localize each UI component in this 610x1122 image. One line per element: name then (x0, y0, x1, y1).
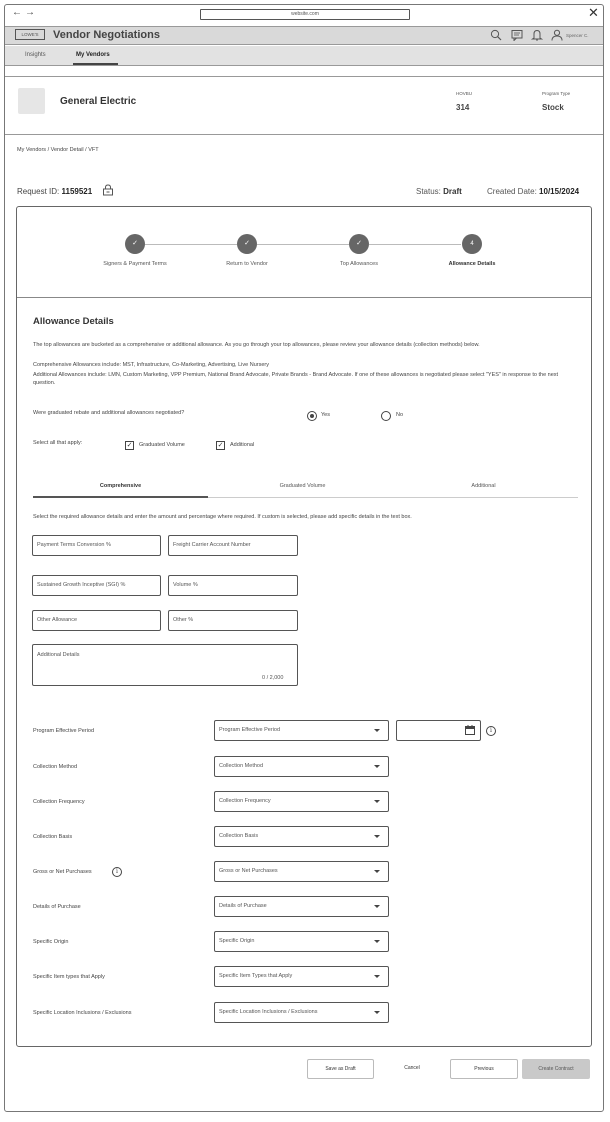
radio-yes-label: Yes (321, 412, 330, 418)
instructions: Select the required allowance details and enter the amount and percentage where required. If custom is selected, please add specific details in the text box. (33, 514, 412, 520)
select-value: Program Effective Period (219, 727, 281, 733)
select-value: Details of Purchase (219, 903, 267, 909)
status-label: Status: (416, 187, 441, 196)
select-specific-origin[interactable] (214, 931, 389, 952)
user-name[interactable]: Spencer C. (566, 33, 589, 38)
tab-insights[interactable]: Insights (25, 52, 46, 58)
other-percent-field[interactable]: Other % (168, 610, 298, 631)
step-3-complete-icon[interactable]: ✓ (349, 234, 369, 254)
additional-details-textarea[interactable] (32, 644, 298, 686)
row-label-collection-basis: Collection Basis (33, 834, 73, 840)
step-label-signers: Signers & Payment Terms (103, 261, 167, 267)
breadcrumb[interactable]: My Vendors / Vendor Detail / VFT (17, 147, 99, 153)
save-draft-button[interactable]: Save as Draft (307, 1059, 374, 1079)
select-collection-basis[interactable] (214, 826, 389, 847)
created-date-label: Created Date: (487, 187, 537, 196)
chevron-down-icon (374, 800, 380, 803)
section-title: Allowance Details (33, 316, 114, 327)
checkbox-graduated-volume-label: Graduated Volume (139, 442, 185, 448)
row-label-gross-or-net: Gross or Net Purchases (33, 869, 92, 875)
select-collection-frequency[interactable] (214, 791, 389, 812)
active-subtab-underline (33, 496, 208, 498)
character-count: 0 / 2,000 (262, 675, 284, 681)
create-contract-button[interactable]: Create Contract (522, 1059, 590, 1079)
row-label-specific-item-types: Specific Item types that Apply (33, 974, 105, 980)
select-value: Specific Item Types that Apply (219, 973, 293, 979)
logo: LOWE'S (15, 29, 45, 40)
select-all-label: Select all that apply: (33, 440, 83, 446)
select-value: Collection Frequency (219, 798, 271, 804)
row-label-details-of-purchase: Details of Purchase (33, 904, 81, 910)
select-details-of-purchase[interactable] (214, 896, 389, 917)
vendor-name: General Electric (60, 96, 137, 107)
active-tab-underline (73, 63, 118, 65)
lock-icon[interactable] (102, 184, 114, 196)
info-icon[interactable]: i (486, 726, 496, 736)
metric-value-hovbu: 314 (456, 103, 470, 112)
step-1-complete-icon[interactable]: ✓ (125, 234, 145, 254)
close-icon[interactable]: ✕ (588, 5, 599, 20)
select-value: Collection Basis (219, 833, 259, 839)
vendor-logo (18, 88, 45, 114)
url-bar[interactable]: website.com (200, 9, 410, 20)
select-program-effective-period[interactable] (214, 720, 389, 741)
chevron-down-icon (374, 835, 380, 838)
row-label-specific-origin: Specific Origin (33, 939, 69, 945)
row-label-specific-location: Specific Location Inclusions / Exclusions (33, 1010, 132, 1016)
step-label-return: Return to Vendor (226, 261, 268, 267)
select-value: Collection Method (219, 763, 264, 769)
metric-value-program-type: Stock (542, 103, 564, 112)
checkbox-additional-label: Additional (230, 442, 255, 448)
payment-terms-field[interactable]: Payment Terms Conversion % (32, 535, 161, 556)
created-date (487, 187, 579, 196)
additional-details-label: Additional Details (37, 652, 80, 658)
step-label-top-allowances: Top Allowances (340, 261, 378, 267)
request-status (416, 187, 462, 196)
row-label-program-effective-period: Program Effective Period (33, 728, 95, 734)
previous-button[interactable]: Previous (450, 1059, 518, 1079)
created-date-value: 10/15/2024 (539, 187, 580, 196)
info-icon[interactable]: i (112, 867, 122, 877)
sgi-field[interactable]: Sustained Growth Inceptive (SGI) % (32, 575, 161, 596)
tab-my-vendors[interactable]: My Vendors (76, 52, 110, 58)
step-2-complete-icon[interactable]: ✓ (237, 234, 257, 254)
subtab-graduated-volume[interactable]: Graduated Volume (279, 483, 326, 489)
chevron-down-icon (374, 765, 380, 768)
step-4-current[interactable]: 4 (462, 234, 482, 254)
select-value: Specific Location Inclusions / Exclusions (219, 1009, 318, 1015)
status-value: Draft (443, 187, 462, 196)
additional-note: Additional Allowances include: LMN, Custom Marketing, VPP Premium, National Brand Advocate, Private Brands - Brand Advocate. If one of these allowances is negotiated please select "YES" in response to the next question. (33, 372, 559, 386)
chevron-down-icon (374, 1011, 380, 1014)
search-icon[interactable] (490, 29, 502, 41)
browser-nav-arrows[interactable]: ←→ (12, 7, 38, 18)
cancel-button[interactable]: Cancel (404, 1065, 420, 1071)
row-label-collection-frequency: Collection Frequency (33, 799, 85, 805)
subtab-additional[interactable]: Additional (471, 483, 496, 489)
step-connector (145, 244, 237, 245)
row-label-collection-method: Collection Method (33, 764, 78, 770)
comprehensive-note: Comprehensive Allowances include: MST, Infrastructure, Co-Marketing, Advertising, Live Nursery (33, 362, 269, 368)
checkbox-graduated-volume[interactable]: ✓ (126, 442, 133, 449)
calendar-icon[interactable] (465, 725, 475, 735)
chevron-down-icon (374, 729, 380, 732)
negotiated-question: Were graduated rebate and additional allowances negotiated? (33, 410, 185, 416)
radio-yes[interactable] (307, 411, 317, 421)
subtab-comprehensive[interactable]: Comprehensive (99, 483, 142, 489)
bell-icon[interactable] (531, 29, 543, 41)
divider (5, 134, 603, 135)
radio-no-label: No (396, 412, 404, 418)
radio-no[interactable] (381, 411, 391, 421)
select-specific-location[interactable] (214, 1002, 389, 1023)
intro-paragraph: The top allowances are bucketed as a comprehensive or additional allowance. As you go through your top allowances, please review your allowance details (collection methods) below. (33, 342, 480, 348)
chevron-down-icon (374, 940, 380, 943)
request-id-label: Request ID: (17, 187, 60, 196)
select-value: Gross or Net Purchases (219, 868, 278, 874)
chevron-down-icon (374, 975, 380, 978)
step-connector (369, 244, 461, 245)
request-id (17, 187, 92, 196)
divider (5, 76, 603, 77)
chevron-down-icon (374, 870, 380, 873)
step-label-allowance-details: Allowance Details (448, 261, 496, 267)
metric-label-program-type: Program Type (542, 91, 571, 96)
freight-account-field[interactable]: Freight Carrier Account Number (168, 535, 298, 556)
volume-field[interactable]: Volume % (168, 575, 298, 596)
checkbox-additional[interactable]: ✓ (217, 442, 224, 449)
divider (17, 297, 591, 298)
app-title: Vendor Negotiations (53, 29, 160, 41)
select-value: Specific Origin (219, 938, 255, 944)
select-specific-item-types[interactable] (214, 966, 389, 987)
request-id-value: 1159521 (61, 187, 93, 196)
select-collection-method[interactable] (214, 756, 389, 777)
user-icon[interactable] (551, 29, 563, 41)
chevron-down-icon (374, 905, 380, 908)
metric-label-hovbu: HOVBU (456, 91, 473, 96)
step-connector (257, 244, 349, 245)
other-allowance-field[interactable]: Other Allowance (32, 610, 161, 631)
chat-icon[interactable] (511, 29, 523, 41)
select-gross-or-net[interactable] (214, 861, 389, 882)
